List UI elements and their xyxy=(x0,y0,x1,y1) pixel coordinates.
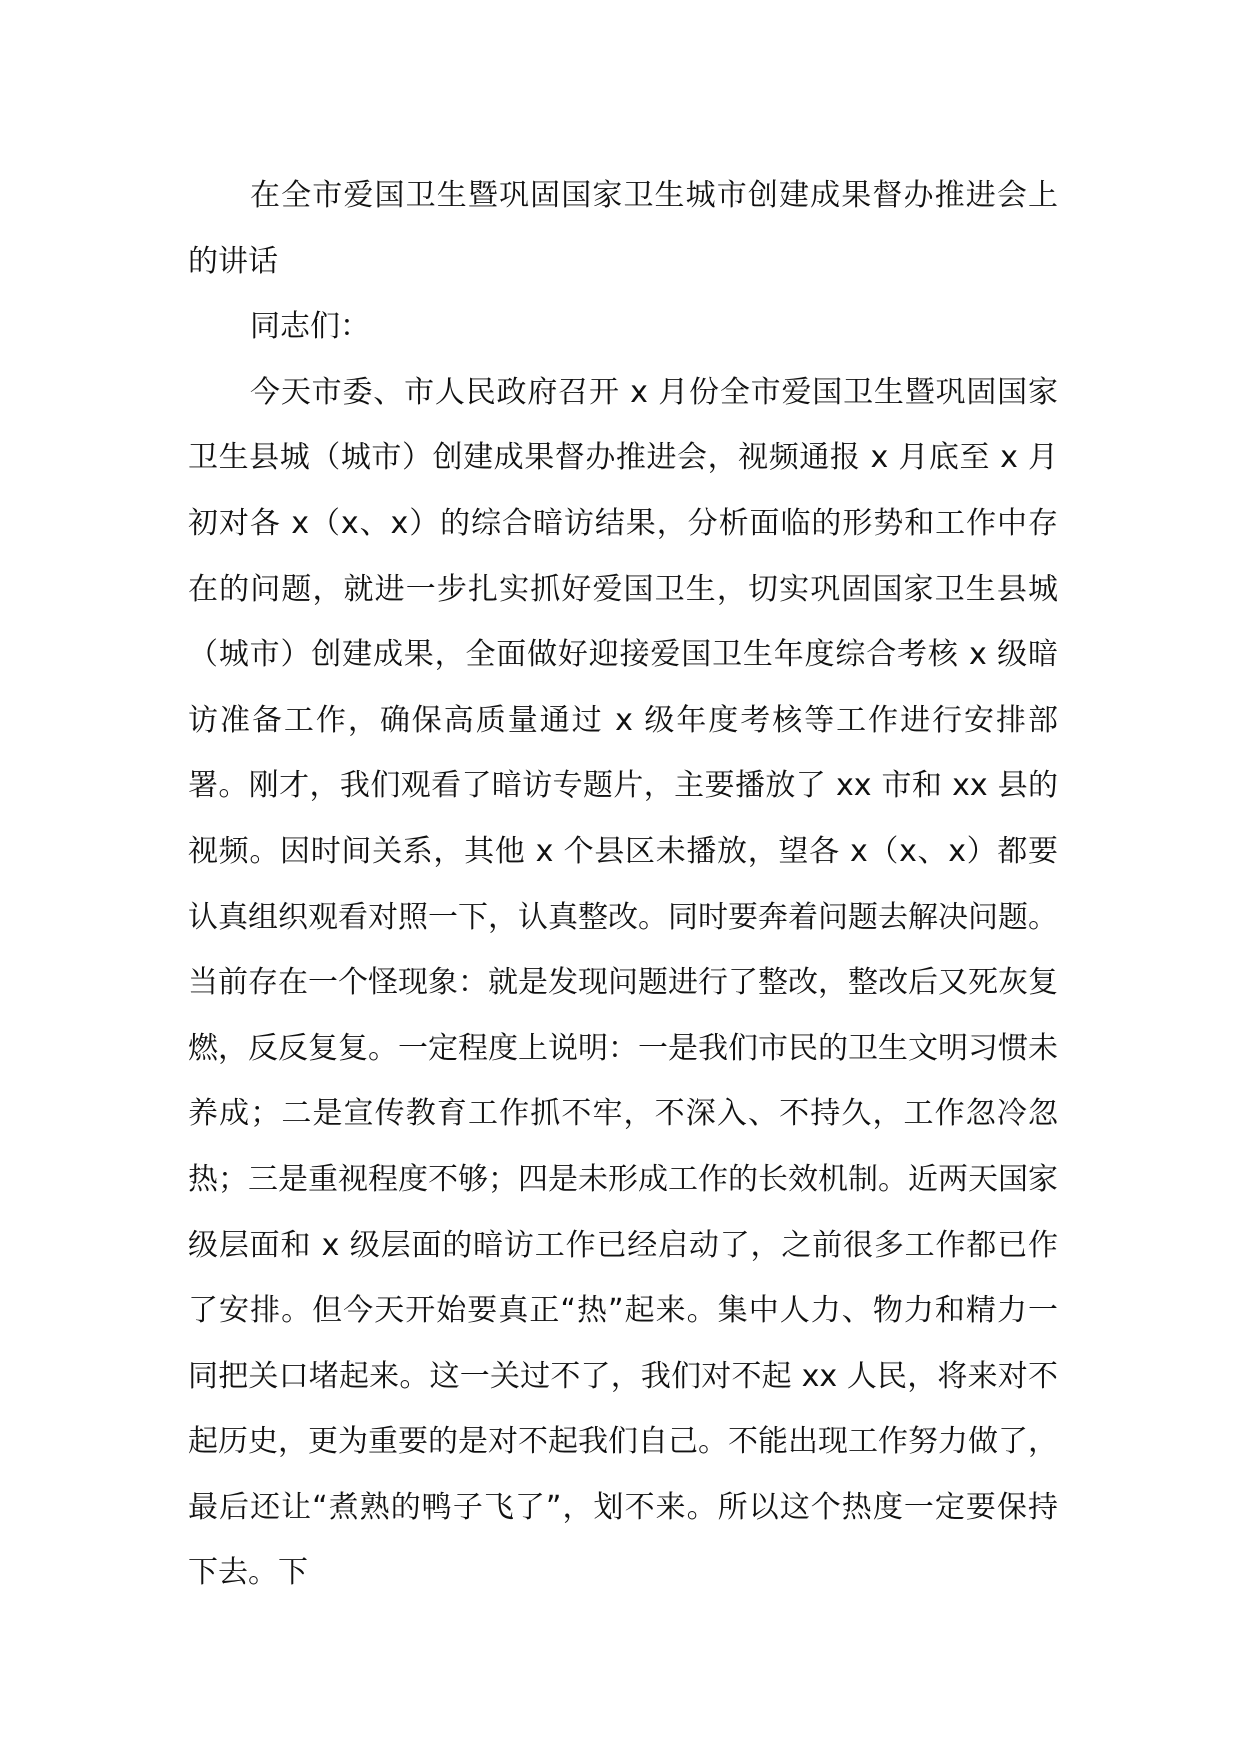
document-title: 在全市爱国卫生暨巩固国家卫生城市创建成果督办推进会上的讲话 xyxy=(188,178,1058,279)
body-paragraph: 今天市委、市人民政府召开 x 月份全市爱国卫生暨巩固国家卫生县城（城市）创建成果督办推进会，视频通报 x 月底至 x 月初对各 x（x、x）的综合暗访结果，分析面临的形势和工作中存在的问题，就进一步扎实抓好爱国卫生，切实巩固国家卫生县城（城市）创建成果，全面做好迎接爱国卫生年度综合考核 x 级暗访准备工作，确保高质量通过 x 级年度考核等工作进行安排部署。刚才，我们观看了暗访专题片，主要播放了 xx 市和 xx 县的视频。因时间关系，其他 x 个县区未播放，望各 x（x、x）都要认真组织观看对照一下，认真整改。同时要奔着问题去解决问题。当前存在一个怪现象：就是发现问题进行了整改，整改后又死灰复燃，反反复复。一定程度上说明：一是我们市民的卫生文明习惯未养成；二是宣传教育工作抓不牢，不深入、不持久，工作忽冷忽热；三是重视程度不够；四是未形成工作的长效机制。近两天国家级层面和 x 级层面的暗访工作已经启动了，之前很多工作都已作了安排。但今天开始要真正“热”起来。集中人力、物力和精力一同把关口堵起来。这一关过不了，我们对不起 xx 人民，将来对不起历史，更为重要的是对不起我们自己。不能出现工作努力做了，最后还让“煮熟的鸭子飞了”，划不来。所以这个热度一定要保持下去。下 xyxy=(188,374,1058,1591)
salutation: 同志们： xyxy=(250,309,370,345)
document-body xyxy=(188,163,1058,1606)
